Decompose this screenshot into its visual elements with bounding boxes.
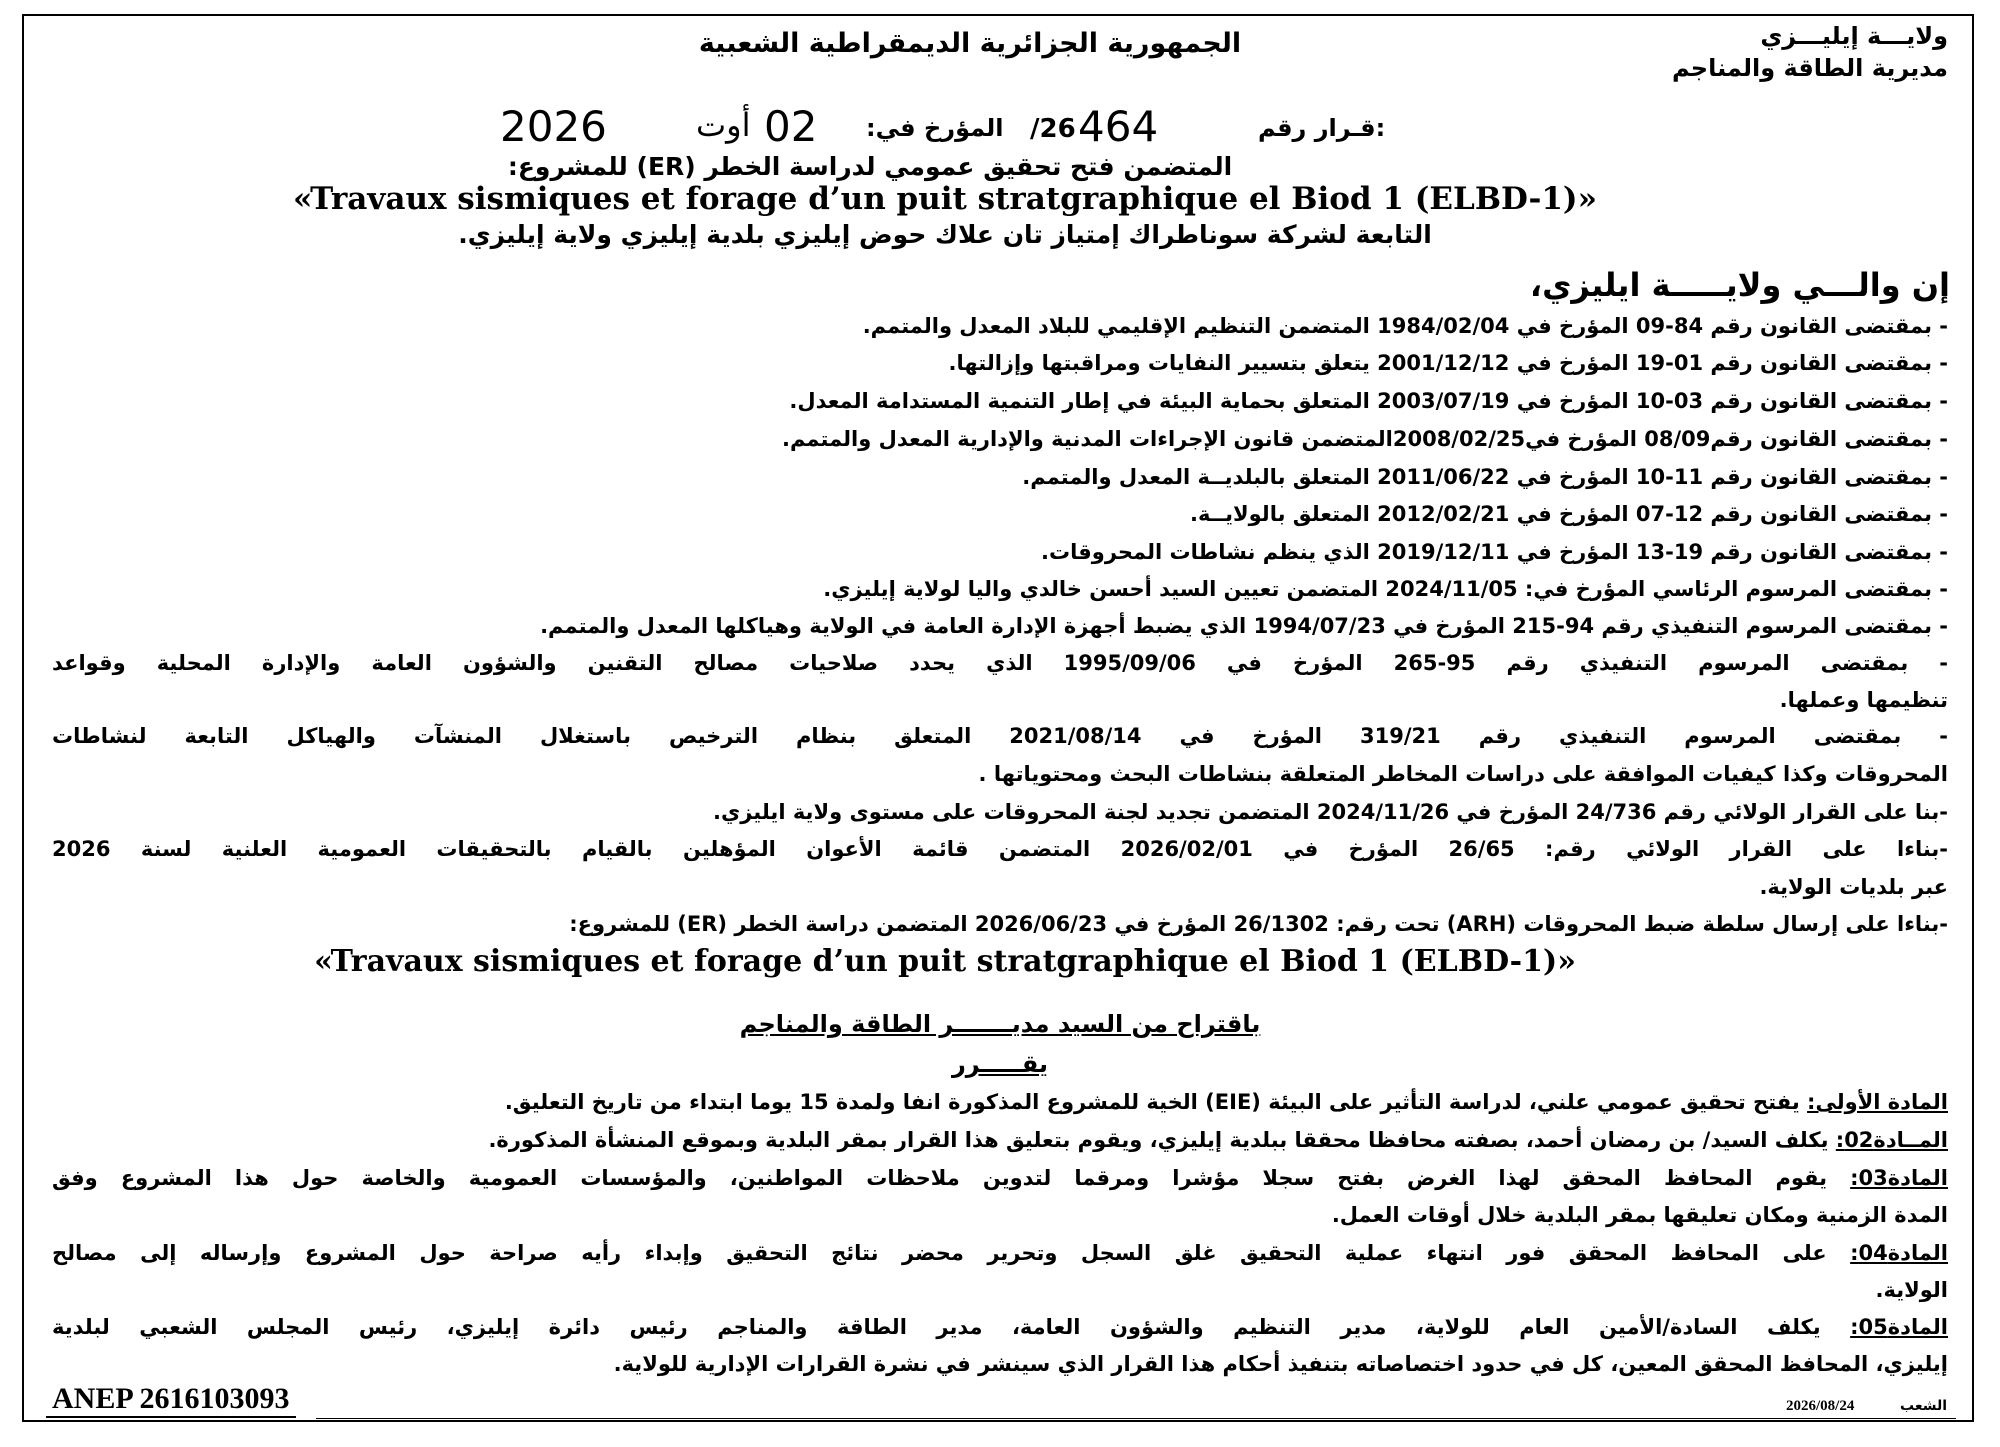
- article-continuation: المدة الزمنية ومكان تعليقها بمقر البلدية خلال أوقات العمل.: [1331, 1203, 1948, 1227]
- decision-year: 2026: [500, 102, 607, 151]
- article-text: يقوم المحافظ المحقق لهذا الغرض بفتح سجلا مؤشرا ومرقما لتدوين ملاحظات المواطنين، والمؤسسات العمومية والخاصة حول هذا المشروع وفق: [52, 1166, 1851, 1190]
- project-affiliation: التابعة لشركة سوناطراك إمتياز تان علاك حوض إيليزي بلدية إيليزي ولاية إيليزي.: [458, 220, 1432, 249]
- project-title: «Travaux sismiques et forage d’un puit stratgraphique el Biod 1 (ELBD-1)»: [293, 181, 1597, 217]
- decision-subject: المتضمن فتح تحقيق عمومي لدراسة الخطر (ER) للمشروع:: [507, 152, 1233, 181]
- article-label: المادة05:: [1850, 1315, 1948, 1339]
- article-continuation: إيليزي، المحافظ المحقق المعين، كل في حدود اختصاصاته بتنفيذ أحكام هذا القرار الذي سينشر في نشرة القرارات الإدارية للولاية.: [613, 1352, 1948, 1376]
- decision-line: [490, 102, 1410, 152]
- consideration-line: -بناءا على إرسال سلطة ضبط المحروقات (ARH) تحت رقم: 26/1302 المؤرخ في 2026/06/23 المتضمن دراسة الخطر (ER) للمشروع:: [569, 912, 1948, 936]
- wali-heading: إن والـــي ولايـــــة ايليزي،: [1529, 266, 1950, 304]
- consideration-line: - بمقتضى المرسوم التنفيذي رقم 95-265 المؤرخ في 1995/09/06 الذي يحدد صلاحيات مصالح التقنين والشؤون العامة والإدارة المحلية وقواعد: [52, 651, 1948, 675]
- footer-rule: [316, 1418, 1956, 1419]
- decision-date-label: المؤرخ في:: [866, 114, 1004, 142]
- consideration-line: - بمقتضى القانون رقم08/09 المؤرخ في2008/02/25المتضمن قانون الإجراءات المدنية والإدارية المعدل والمتمم.: [781, 427, 1948, 451]
- project-title-repeat: «Travaux sismiques et forage d’un puit stratgraphique el Biod 1 (ELBD-1)»: [314, 944, 1576, 979]
- article-3: [52, 1166, 1948, 1190]
- directorate-name: مديرية الطاقة والمناجم: [1671, 54, 1948, 82]
- republic-title: الجمهورية الجزائرية الديمقراطية الشعبية: [698, 28, 1242, 59]
- consideration-line: - بمقتضى القانون رقم 19-13 المؤرخ في 2019/12/11 الذي ينظم نشاطات المحروقات.: [1041, 540, 1948, 564]
- consideration-line: - بمقتضى المرسوم التنفيذي رقم 319/21 المؤرخ في 2021/08/14 المتعلق بنظام الترخيص باستغلال المنشآت والهياكل التابعة لنشاطات: [52, 724, 1948, 748]
- consideration-line: -بناءا على القرار الولائي رقم: 26/65 المؤرخ في 2026/02/01 المتضمن قائمة الأعوان المؤهلين بالقيام بالتحقيقات العمومية العلنية لسنة 2026: [52, 837, 1949, 861]
- consideration-continuation: تنظيمها وعملها.: [1779, 688, 1948, 712]
- decision-number-label: قـرار رقم:: [1258, 114, 1386, 142]
- publication-date: 2026/08/24: [1786, 1398, 1855, 1414]
- consideration-line: -بنا على القرار الولائي رقم 24/736 المؤرخ في 2024/11/26 المتضمن تجديد لجنة المحروقات على مستوى ولاية ايليزي.: [713, 800, 1948, 824]
- decision-number-suffix: /26: [1030, 114, 1076, 144]
- decision-day: 02: [764, 102, 818, 151]
- article-label: المادة الأولى:: [1807, 1090, 1948, 1114]
- consideration-line: - بمقتضى القانون رقم 03-10 المؤرخ في 2003/07/19 المتعلق بحماية البيئة في إطار التنمية المستدامة المعدل.: [789, 389, 1948, 413]
- decision-number: 464: [1078, 102, 1159, 151]
- article-2: [488, 1128, 1948, 1152]
- consideration-line: - بمقتضى المرسوم التنفيذي رقم 94-215 المؤرخ في 1994/07/23 الذي يضبط أجهزة الإدارة العامة في الولاية وهياكلها المعدل والمتمم.: [540, 614, 1948, 638]
- article-text: يكلف السيد/ بن رمضان أحمد، بصفته محافظا محققا ببلدية إيليزي، ويقوم بتعليق هذا القرار بمقر البلدية وبموقع المنشأة المذكورة.: [488, 1128, 1836, 1152]
- anep-reference: ANEP 2616103093: [46, 1382, 296, 1418]
- consideration-line: - بمقتضى القانون رقم 12-07 المؤرخ في 2012/02/21 المتعلق بالولايــة.: [1190, 502, 1948, 526]
- article-label: المادة03:: [1850, 1166, 1948, 1190]
- consideration-line: - بمقتضى القانون رقم 01-19 المؤرخ في 2001/12/12 يتعلق بتسيير النفايات ومراقبتها وإزالتها.: [948, 351, 1948, 375]
- consideration-line: - بمقتضى القانون رقم 11-10 المؤرخ في 2011/06/22 المتعلق بالبلديــة المعدل والمتمم.: [1022, 465, 1948, 489]
- consideration-continuation: المحروقات وكذا كيفيات الموافقة على دراسات المخاطر المتعلقة بنشاطات البحث ومحتوياتها .: [978, 762, 1948, 786]
- consideration-line: - بمقتضى المرسوم الرئاسي المؤرخ في: 2024/11/05 المتضمن تعيين السيد أحسن خالدي واليا لولاية إيليزي.: [823, 577, 1948, 601]
- article-label: المادة04:: [1850, 1241, 1948, 1265]
- article-text: يكلف السادة/الأمين العام للولاية، مدير التنظيم والشؤون العامة، مدير الطاقة والمناجم رئيس دائرة إيليزي، رئيس المجلس الشعبي لبلدية: [52, 1315, 1851, 1339]
- article-1: [505, 1090, 1948, 1114]
- article-continuation: الولاية.: [1875, 1278, 1948, 1302]
- consideration-continuation: عبر بلديات الولاية.: [1759, 875, 1948, 899]
- article-4: [52, 1241, 1948, 1265]
- article-text: على المحافظ المحقق فور انتهاء عملية التحقيق غلق السجل وتحرير محضر نتائج التحقيق وإبداء رأيه صراحة حول المشروع وإرساله إلى مصالح: [52, 1241, 1851, 1265]
- newspaper-name: الشعب: [1900, 1398, 1948, 1414]
- wilaya-name: ولايـــة إيليـــزي: [1760, 22, 1948, 50]
- decision-month: أوت: [696, 106, 751, 144]
- decree-heading: يقـــــرر: [951, 1050, 1049, 1078]
- issuer-block: [1672, 20, 1948, 84]
- proposal-line: باقتراح من السيد مديـــــــر الطاقة والمناجم: [739, 1010, 1261, 1038]
- article-text: يفتح تحقيق عمومي علني، لدراسة التأثير على البيئة (EIE) الخية للمشروع المذكورة انفا ولمدة 15 يوما ابتداء من تاريخ التعليق.: [504, 1090, 1808, 1114]
- consideration-line: - بمقتضى القانون رقم 84-09 المؤرخ في 1984/02/04 المتضمن التنظيم الإقليمي للبلاد المعدل والمتمم.: [862, 314, 1948, 338]
- article-5: [52, 1315, 1948, 1339]
- article-label: المــادة02:: [1835, 1128, 1948, 1152]
